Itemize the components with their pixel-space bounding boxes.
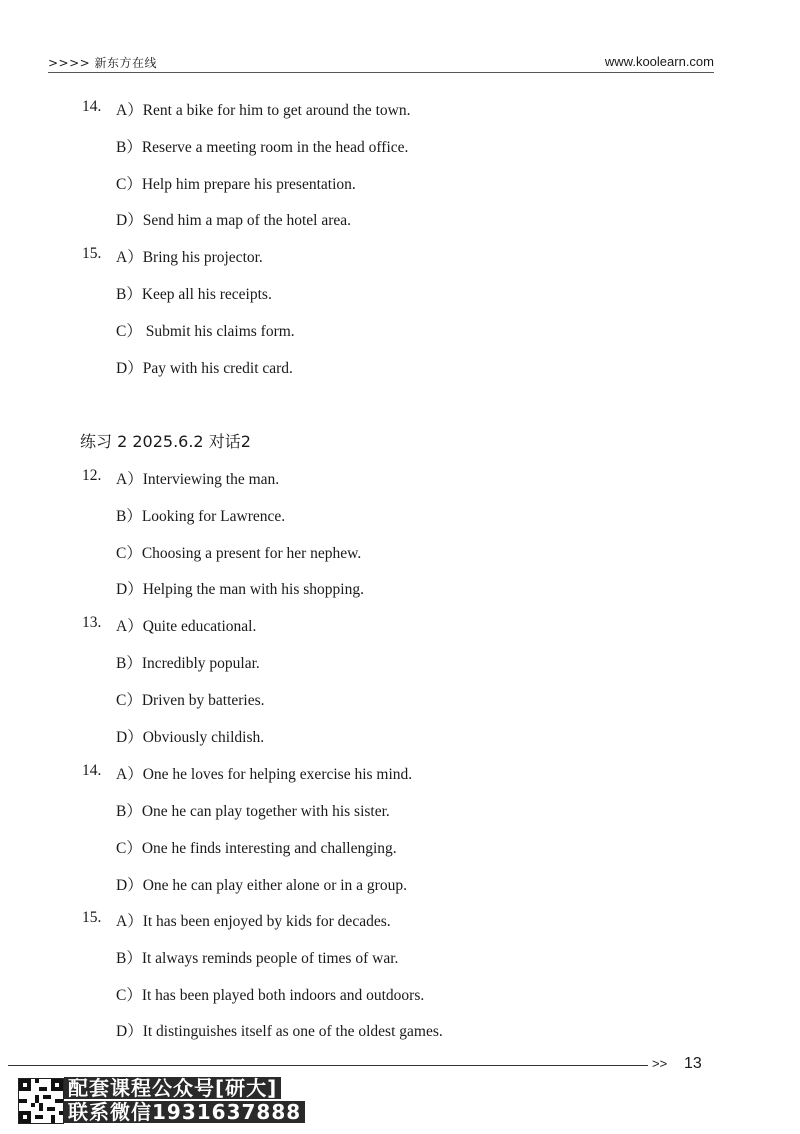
question-option: C）Choosing a present for her nephew. xyxy=(116,545,362,562)
question-option: D）Helping the man with his shopping. xyxy=(116,581,364,598)
question-option: A）Quite educational. xyxy=(116,618,257,635)
header-divider xyxy=(48,72,714,73)
question-option: D）It distinguishes itself as one of the oldest games. xyxy=(116,1023,443,1040)
question-number: 14. xyxy=(82,98,102,115)
footer-divider xyxy=(8,1065,648,1066)
qr-code-icon xyxy=(18,1078,64,1124)
question-option: C）Driven by batteries. xyxy=(116,692,265,709)
section-title: 练习 2 2025.6.2 对话2 xyxy=(80,432,251,451)
question-option: A）Interviewing the man. xyxy=(116,471,280,488)
question-option: A）Rent a bike for him to get around the town. xyxy=(116,102,411,119)
question-option: C） Submit his claims form. xyxy=(116,323,295,340)
page-header xyxy=(48,54,714,74)
question-number: 15. xyxy=(82,245,102,262)
header-website: www.koolearn.com xyxy=(604,54,714,69)
question-option: B）Incredibly popular. xyxy=(116,655,260,672)
header-brand: >>>> 新东方在线 xyxy=(48,56,158,70)
question-number: 12. xyxy=(82,467,102,484)
question-option: C）One he finds interesting and challenging. xyxy=(116,840,397,857)
question-number: 14. xyxy=(82,762,102,779)
question-option: D）One he can play either alone or in a group. xyxy=(116,877,407,894)
question-option: B）Looking for Lawrence. xyxy=(116,508,286,525)
question-option: D）Pay with his credit card. xyxy=(116,360,293,377)
question-option: B）Keep all his receipts. xyxy=(116,286,272,303)
question-option: A）One he loves for helping exercise his mind. xyxy=(116,766,413,783)
question-option: A）It has been enjoyed by kids for decades. xyxy=(116,913,391,930)
question-number: 13. xyxy=(82,614,102,631)
promo-banner-line1: 配套课程公众号[研大] xyxy=(64,1077,281,1099)
promo-banner-line2: 联系微信1931637888 xyxy=(64,1101,305,1123)
page-number: 13 xyxy=(684,1055,702,1072)
question-option: B）Reserve a meeting room in the head office. xyxy=(116,139,409,156)
question-option: B）One he can play together with his sister. xyxy=(116,803,390,820)
question-option: D）Obviously childish. xyxy=(116,729,265,746)
question-option: A）Bring his projector. xyxy=(116,249,263,266)
question-option: C）Help him prepare his presentation. xyxy=(116,176,356,193)
footer-arrows: >> xyxy=(652,1056,668,1071)
question-option: B）It always reminds people of times of war. xyxy=(116,950,399,967)
question-option: D）Send him a map of the hotel area. xyxy=(116,212,352,229)
question-number: 15. xyxy=(82,909,102,926)
question-option: C）It has been played both indoors and outdoors. xyxy=(116,987,425,1004)
